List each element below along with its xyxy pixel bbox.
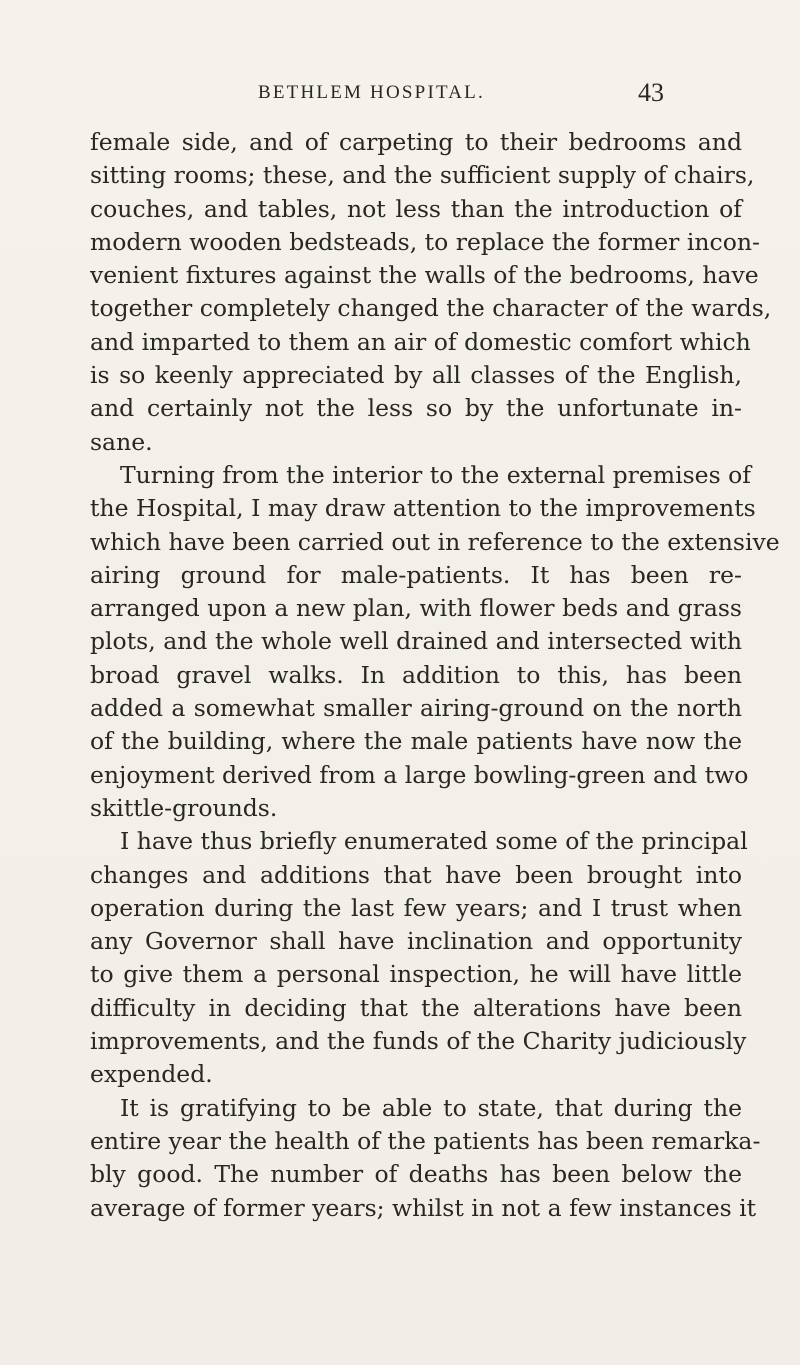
- text-line: is so keenly appreciated by all classes of the English,: [90, 361, 742, 390]
- text-line: which have been carried out in reference to the extensive: [90, 527, 780, 556]
- text-line: difficulty in deciding that the alterations have been: [90, 993, 742, 1022]
- text-line: sitting rooms; these, and the sufficient supply of chairs,: [90, 161, 755, 190]
- text-line: venient fixtures against the walls of the bedrooms, have: [90, 261, 759, 290]
- text-line: couches, and tables, not less than the introduction of: [90, 194, 742, 223]
- running-title: BETHLEM HOSPITAL.: [258, 82, 485, 103]
- text-line: plots, and the whole well drained and intersected with: [90, 627, 742, 656]
- text-line: changes and additions that have been brought into: [90, 860, 742, 889]
- text-line: It is gratifying to be able to state, that during the: [120, 1093, 742, 1122]
- text-line: Turning from the interior to the external premises of: [120, 460, 751, 489]
- text-line: the Hospital, I may draw attention to the improvements: [90, 494, 756, 523]
- text-line: entire year the health of the patients has been remarka-: [90, 1126, 761, 1155]
- text-line: any Governor shall have inclination and opportunity: [90, 927, 742, 956]
- text-line: sane.: [90, 427, 153, 456]
- text-line: operation during the last few years; and I trust when: [90, 893, 742, 922]
- text-line: to give them a personal inspection, he will have little: [90, 960, 742, 989]
- text-line: bly good. The number of deaths has been below the: [90, 1160, 742, 1189]
- text-line: female side, and of carpeting to their bedrooms and: [90, 128, 742, 156]
- text-line: and imparted to them an air of domestic comfort which: [90, 327, 751, 356]
- text-line: of the building, where the male patients have now the: [90, 727, 742, 756]
- text-line: together completely changed the character of the wards,: [90, 294, 772, 323]
- text-line: average of former years; whilst in not a few instances it: [90, 1193, 757, 1222]
- page-number: 43: [638, 78, 664, 107]
- text-line: broad gravel walks. In addition to this, has been: [90, 660, 742, 689]
- page-header: [0, 78, 800, 108]
- text-line: airing ground for male-patients. It has been re-: [90, 560, 742, 589]
- text-line: enjoyment derived from a large bowling-green and two: [90, 760, 749, 789]
- text-line: added a somewhat smaller airing-ground on the north: [90, 694, 742, 723]
- text-line: expended.: [90, 1060, 213, 1089]
- text-line: skittle-grounds.: [90, 793, 278, 822]
- text-line: improvements, and the funds of the Charity judiciously: [90, 1027, 747, 1056]
- text-line: arranged upon a new plan, with flower beds and grass: [90, 594, 742, 623]
- body-text: [90, 126, 780, 1225]
- text-line: I have thus briefly enumerated some of the principal: [120, 827, 748, 856]
- text-line: and certainly not the less so by the unfortunate in-: [90, 394, 742, 423]
- text-line: modern wooden bedsteads, to replace the former incon-: [90, 227, 760, 256]
